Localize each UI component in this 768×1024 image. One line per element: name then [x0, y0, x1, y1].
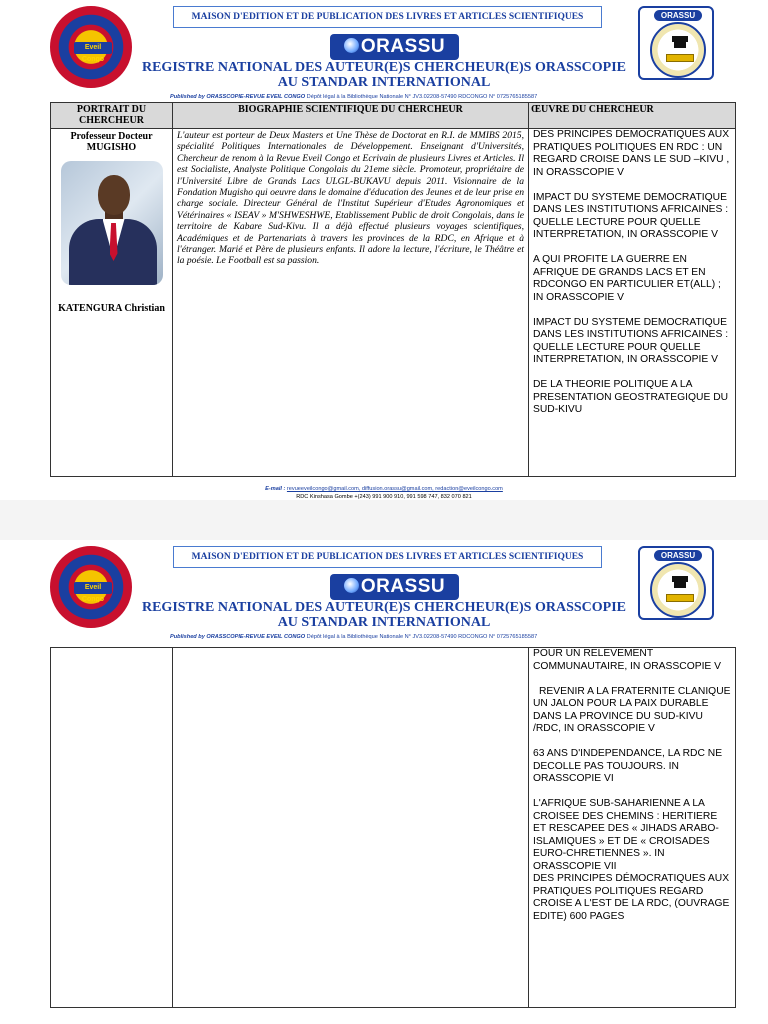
email-links[interactable]: revueeveilcongo@gmail.com, diffusion.orassu@gmail.com, redaction@eveilcongo.com — [286, 486, 503, 492]
work-item: POUR UN RELEVEMENT COMMUNAUTAIRE, IN ORASSCOPIE V — [533, 648, 722, 672]
work-item: 63 ANS D'INDEPENDANCE, LA RDC NE DECOLLE PAS TOUJOURS. IN ORASSCOPIE VI — [533, 748, 723, 784]
work-item: DES PRINCIPES DÉMOCRATIQUES AUX PRATIQUES POLITIQUES REGARD CROISE A L'EST DE LA RDC, (OUVRAGE EDITE) 600 PAGES — [533, 873, 730, 922]
header-portrait: PORTRAIT DU CHERCHEUR — [51, 103, 173, 129]
researcher-title: Professeur Docteur MUGISHO — [70, 131, 153, 153]
logo-label: Eveil Congo — [74, 42, 112, 54]
orassu-seal-logo — [638, 6, 714, 80]
work-item: DES PRINCIPES DEMOCRATIQUES AUX PRATIQUES POLITIQUES EN RDC : UN REGARD CROISE DANS LE SUD –KIVU , IN ORASSCOPIE V — [533, 129, 730, 178]
logo-label: Eveil Congo — [74, 582, 112, 594]
address-line: RDC Kinshasa Gombe +(243) 991 900 910, 991 598 747, 832 070 821 — [296, 494, 472, 500]
works-cell — [529, 129, 736, 477]
work-item: A QUI PROFITE LA GUERRE EN AFRIQUE DE GRANDS LACS ET EN RDCONGO EN PARTICULIER ET(ALL) ; IN ORASSCOPIE V — [533, 254, 721, 303]
eveil-congo-logo — [50, 6, 132, 88]
work-item: REVENIR A LA FRATERNITE CLANIQUE UN JALON POUR LA PAIX DURABLE DANS LA PROVINCE DU SUD-KIVU /RDC, IN ORASSCOPIE V — [533, 685, 731, 734]
graduation-cap-icon — [650, 22, 706, 78]
work-item: IMPACT DU SYSTEME DEMOCRATIQUE DANS LES INSTITUTIONS AFRICAINES : QUELLE LECTURE POUR QUELLE INTERPRETATION, IN ORASSCOPIE V — [533, 191, 729, 240]
orassu-brand: ORASSU — [330, 34, 459, 60]
graduation-cap-icon — [650, 562, 706, 618]
works-cell — [529, 648, 736, 1008]
work-item: IMPACT DU SYSTEME DEMOCRATIQUE DANS LES INSTITUTIONS AFRICAINES : QUELLE LECTURE POUR QUELLE INTERPRETATION, IN ORASSCOPIE V — [533, 316, 729, 365]
document-page-1 — [0, 0, 768, 500]
eveil-congo-logo — [50, 546, 132, 628]
seal-badge: ORASSU — [654, 550, 702, 561]
publisher-banner: MAISON D'EDITION ET DE PUBLICATION DES LIVRES ET ARTICLES SCIENTIFIQUES — [173, 546, 602, 568]
register-table — [50, 102, 736, 477]
biography-cell-empty — [173, 648, 529, 1008]
biography-cell: L'auteur est porteur de Deux Masters et Une Thèse de Doctorat en R.I. de MMIBS 2015, spécialité Politiques Internationales de Développement. Enseignant d'Universités, Chercheur de renom à la Revue Eveil Congo et Ecrivain de plusieurs Livres et Articles. Il est Socialiste, Analyste Politique Congolais du 21eme siècle. Promoteur, propriétaire de l'Université Libre de Grands Lacs ULGL-BUKAVU depuis 2011. Visionnaire de la Fondation Mugisho qui oeuvre dans le domaine d'éducation des Jeunes et de leur prise en charge sociale. Directeur Général de l'Institut Supérieur d'Etudes Agronomiques et Vétérinaires « ISEAV » M'SHWESHWE, Etablissement Public de droit Congolais, dans le territoire de Kabare Sud-Kivu. Il a déjà effectué plusieurs voyages scientifiques, Académiques et de Partenariats à travers les provinces de la RDC, en Afrique et à l'étranger. Marié et Père de plusieurs enfants. Il adore la lecture, l'écriture, le Théâtre et la poésie. Le Football est sa passion. — [173, 129, 529, 477]
page-footer: E-mail : revueeveilcongo@gmail.com, diffusion.orassu@gmail.com, redaction@eveilcongo.com RDC Kinshasa Gombe +(243) 991 900 910, 991 598 747, 832 070 821 — [0, 485, 768, 509]
orassu-brand: ORASSU — [330, 574, 459, 600]
legal-deposit-line: Published by ORASSCOPIE-REVUE EVEIL CONGO Dépôt légal à la Bibliothèque Nationale N° JV3.02208-57490 RDCONGO N° 0725765185587 — [170, 94, 538, 100]
page-title: REGISTRE NATIONAL DES AUTEUR(E)S CHERCHEUR(E)S ORASSCOPIE AU STANDAR INTERNATIONAL — [141, 600, 626, 630]
work-item: L'AFRIQUE SUB-SAHARIENNE A LA CROISEE DES CHEMINS : HERITIERE ET RESCAPEE DES « JIHADS ARABO-ISLAMIQUES » ET DE « CROISADES EURO-CHRETIENNES ». IN ORASSCOPIE VII — [533, 798, 719, 872]
publisher-banner: MAISON D'EDITION ET DE PUBLICATION DES LIVRES ET ARTICLES SCIENTIFIQUES — [173, 6, 602, 28]
globe-icon — [344, 38, 359, 53]
researcher-name: KATENGURA Christian — [58, 303, 165, 314]
document-page-2 — [0, 540, 768, 1024]
researcher-portrait — [61, 161, 163, 285]
globe-icon — [344, 578, 359, 593]
register-table-continued — [50, 647, 736, 1008]
page-gap — [0, 500, 768, 540]
page-header — [0, 0, 768, 100]
seal-badge: ORASSU — [654, 10, 702, 21]
work-item: DE LA THEORIE POLITIQUE A LA PRESENTATION GEOSTRATEGIQUE DU SUD-KIVU — [533, 379, 729, 415]
portrait-cell — [51, 129, 173, 477]
legal-deposit-line: Published by ORASSCOPIE-REVUE EVEIL CONGO Dépôt légal à la Bibliothèque Nationale N° JV3.02208-57490 RDCONGO N° 0725765185587 — [170, 634, 538, 640]
header-biography: BIOGRAPHIE SCIENTIFIQUE DU CHERCHEUR — [173, 103, 529, 129]
orassu-seal-logo — [638, 546, 714, 620]
portrait-cell-empty — [51, 648, 173, 1008]
page-title: REGISTRE NATIONAL DES AUTEUR(E)S CHERCHEUR(E)S ORASSCOPIE AU STANDAR INTERNATIONAL — [141, 60, 626, 90]
page-header — [0, 540, 768, 640]
header-works: ŒUVRE DU CHERCHEUR — [529, 103, 736, 129]
